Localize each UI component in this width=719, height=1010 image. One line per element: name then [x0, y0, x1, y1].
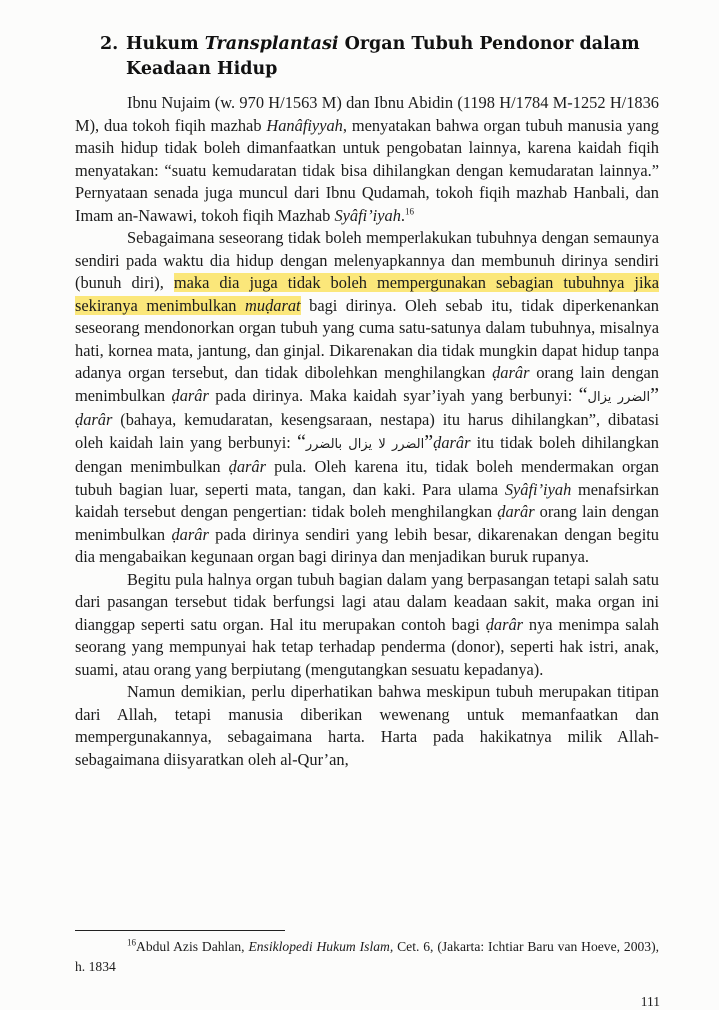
paragraph-4: Namun demikian, perlu diperhatikan bahwa meskipun tubuh merupakan titipan dari Allah, tetapi manusia diberikan wewenang untuk memanfaatkan dan mempergunakannya, sebagaimana harta. Harta pada hakikatnya milik Allah-sebagaimana diisyaratkan oleh al-Qur’an, — [75, 682, 659, 769]
footnote-source-title: Ensiklopedi Hukum Islam, — [248, 939, 394, 954]
footnote: $^{16}$Abdul Azis Dahlan, Ensiklopedi Hukum Islam, Cet. 6, (Jakarta: Ichtiar Baru van Hoeve, 2003), h. 1834 — [75, 937, 660, 974]
arabic-maxim-1: الضرر يزال — [587, 389, 651, 405]
paragraph-1: Ibnu Nujaim (w. 970 H/1563 M) dan Ibnu Abidin (1198 H/1784 M-1252 H/1836 M), dua tokoh fiqih mazhab Hanâfiyyah, menyatakan bahwa organ tubuh manusia yang masih hidup tidak boleh dimanfaatkan untuk pengobatan lainnya, karena kaidah fiqih menyatakan: “suatu kemudaratan tidak bisa dihilangkan dengan kemudaratan lainnya.” Pernyataan senada juga muncul dari Ibnu Qudamah, tokoh fiqih mazhab Hanbali, dan Imam an-Nawawi, tokoh fiqih Mazhab Syâfi’iyah.$^{16}$ — [75, 93, 659, 225]
section-title: Hukum Transplantasi Organ Tubuh Pendonor dalam Keadaan Hidup — [126, 34, 640, 79]
footnote-number: 16 — [127, 937, 136, 948]
footnote-reference[interactable]: 16 — [405, 206, 415, 217]
highlighted-text: maka dia juga tidak boleh mempergunakan sebagian tubuhnya jika sekiranya menimbulkan muḍarat — [75, 273, 660, 315]
paragraph-3: Begitu pula halnya organ tubuh bagian dalam yang berpasangan tetapi salah satu dari pasangan tersebut tidak berfungsi lagi atau dalam keadaan sakit, maka organ ini dianggap seperti satu organ. Hal itu merupakan contoh bagi ḍarâr nya menimpa salah seorang yang mempunyai hak tetap terhadap penderma (donor), seperti hak istri, anak, suami, atau orang yang berpiutang (mengutangkan sesuatu kepadanya). — [75, 569, 659, 679]
paragraph-2: Sebagaimana seseorang tidak boleh memperlakukan tubuhnya dengan semaunya sendiri pada waktu dia hidup dengan melenyapkannya dan membunuh dirinya sendiri (bunuh diri), maka dia juga tidak boleh mempergunakan sebagian tubuhnya jika sekiranya menimbulkan muḍarat bagi dirinya. Oleh sebab itu, tidak diperkenankan seseorang mendonorkan organ tubuh yang cuma satu-satunya dalam tubuhnya, misalnya hati, kornea mata, jantung, dan ginjal. Dikarenakan dia tidak mungkin dapat hidup tanpa adanya organ tersebut, dan tidak dibolehkan menghilangkan ḍarâr orang lain dengan menimbulkan ḍarâr pada dirinya. Maka kaidah syar’iyah yang berbunyi: “الضرر يزال” ḍarâr (bahaya, kemudaratan, kesengsaraan, nestapa) itu harus dihilangkan”, dibatasi oleh kaidah lain yang berbunyi: “الضرر لا يزال بالضرر”ḍarâr itu tidak boleh dihilangkan dengan menimbulkan ḍarâr pula. Oleh karena itu, tidak boleh mendermakan organ tubuh bagian luar, seperti mata, tangan, dan kaki. Para ulama Syâfi’iyah menafsirkan kaidah tersebut dengan pengertian: tidak boleh menghilangkan ḍarâr orang lain dengan menimbulkan ḍarâr pada dirinya sendiri yang lebih besar, dikarenakan dengan begitu dia mengabaikan kegunaan organ bagi dirinya dan menjadikan buruk rupanya. — [75, 228, 660, 566]
section-number: 2. — [100, 34, 119, 54]
section-title-italic: Transplantasi — [204, 34, 339, 54]
arabic-maxim-2: الضرر لا يزال بالضرر — [305, 436, 425, 452]
footnote-divider — [75, 930, 285, 931]
page-number: 111 — [640, 994, 660, 1009]
body-text — [75, 92, 659, 771]
